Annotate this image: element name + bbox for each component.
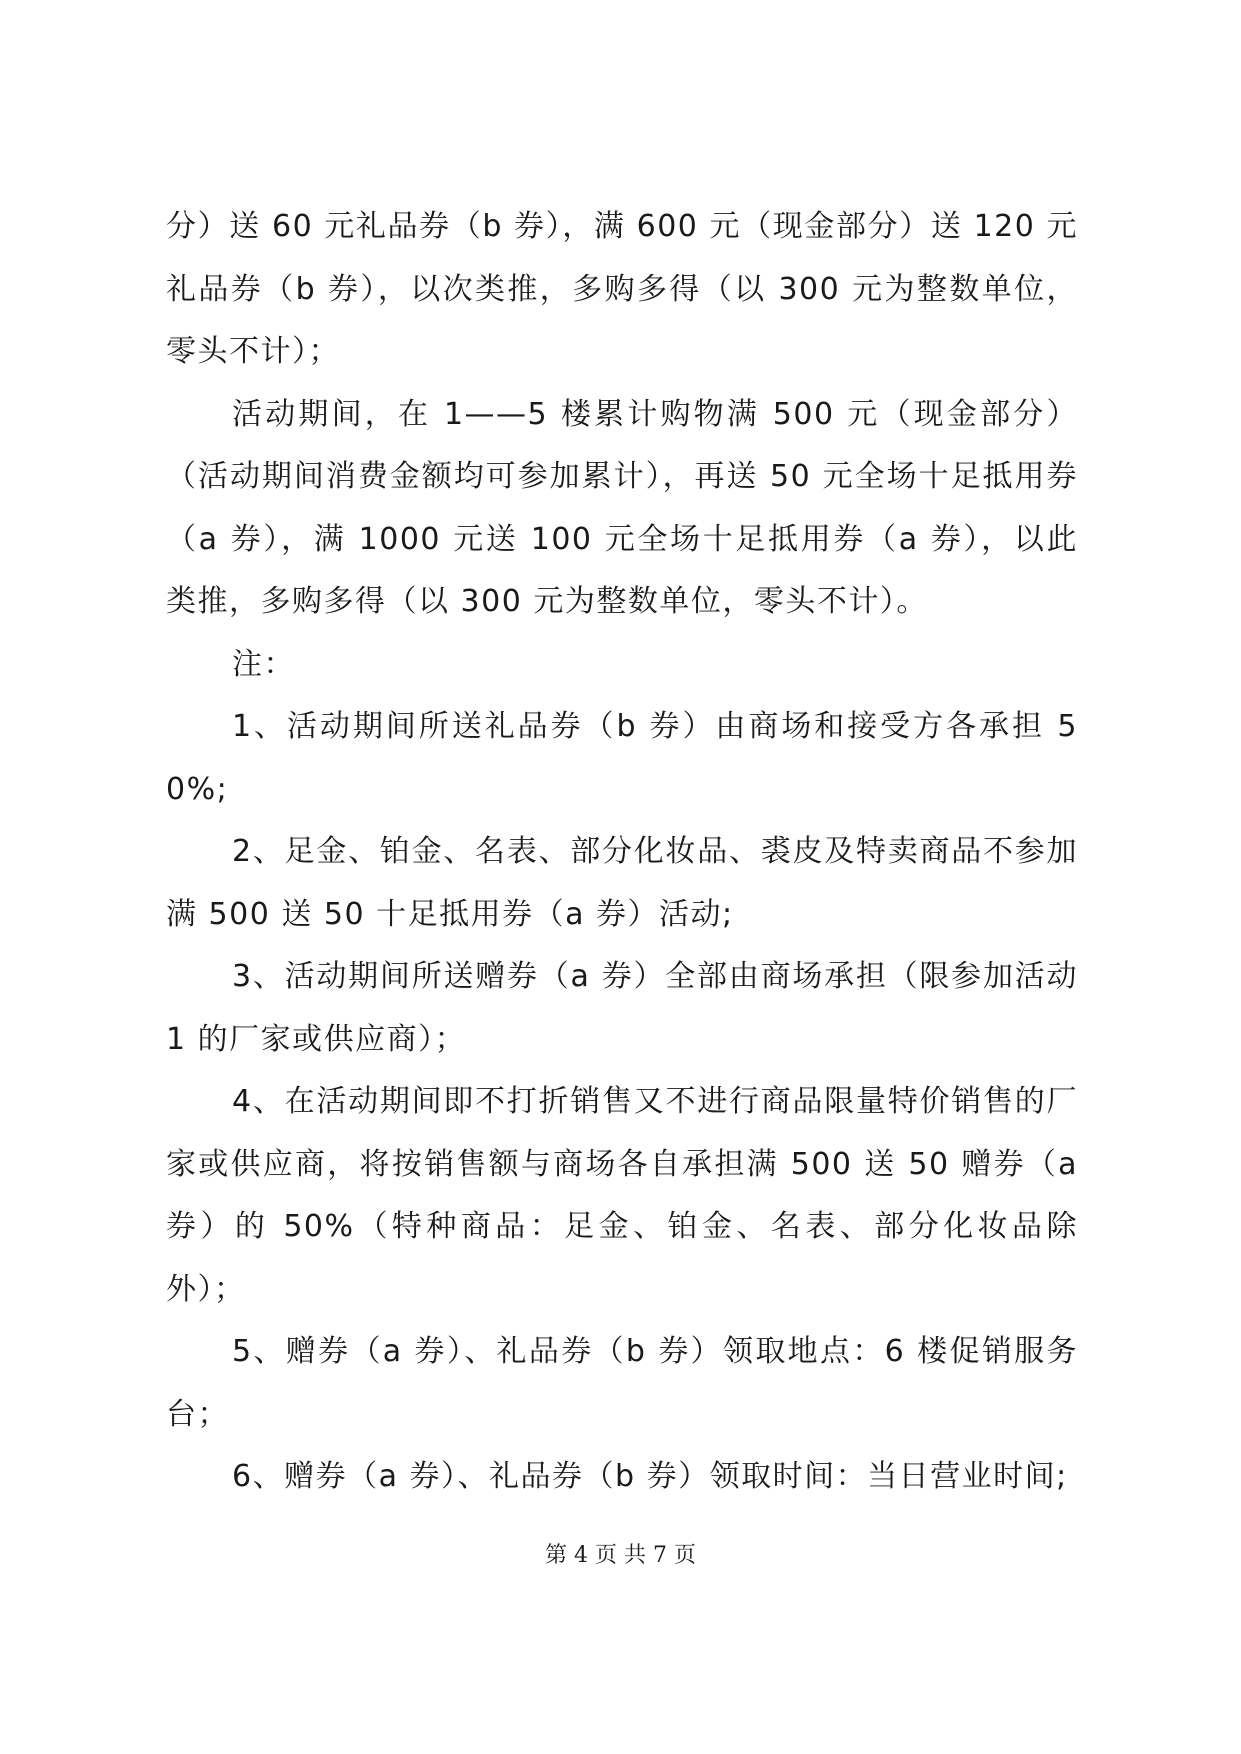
note-item-3: 3、活动期间所送赠券（a 券）全部由商场承担（限参加活动 1 的厂家或供应商）； (166, 959, 1078, 1057)
paragraph-continuation: 分）送 60 元礼品券（b 券），满 600 元（现金部分）送 120 元礼品券（b 券），以次类推，多购多得（以 300 元为整数单位，零头不计）； (166, 209, 1078, 369)
note-item-1: 1、活动期间所送礼品券（b 券）由商场和接受方各承担 50%; (166, 709, 1078, 807)
note-item-2: 2、足金、铂金、名表、部分化妆品、裘皮及特卖商品不参加满 500 送 50 十足抵用券（a 券）活动; (166, 834, 1078, 932)
paragraph-activity-cumulative: 活动期间，在 1——5 楼累计购物满 500 元（现金部分）（活动期间消费金额均可参加累计），再送 50 元全场十足抵用券（a 券），满 1000 元送 100 元全场十足抵用券（a 券），以此类推，多购多得（以 300 元为整数单位，零头不计）。 (166, 396, 1078, 619)
note-item-4: 4、在活动期间即不打折销售又不进行商品限量特价销售的厂家或供应商，将按销售额与商场各自承担满 500 送 50 赠券（a 券）的 50%（特种商品：足金、铂金、名表、部分化妆品除外）； (166, 1084, 1078, 1307)
document-body (166, 196, 1078, 1509)
note-item-6: 6、赠券（a 券）、礼品券（b 券）领取时间：当日营业时间; (232, 1459, 1068, 1494)
note-item-5: 5、赠券（a 券）、礼品券（b 券）领取地点：6 楼促销服务台； (166, 1334, 1078, 1432)
page-number-footer: 第 4 页 共 7 页 (545, 1543, 696, 1568)
notes-heading: 注： (232, 646, 295, 682)
